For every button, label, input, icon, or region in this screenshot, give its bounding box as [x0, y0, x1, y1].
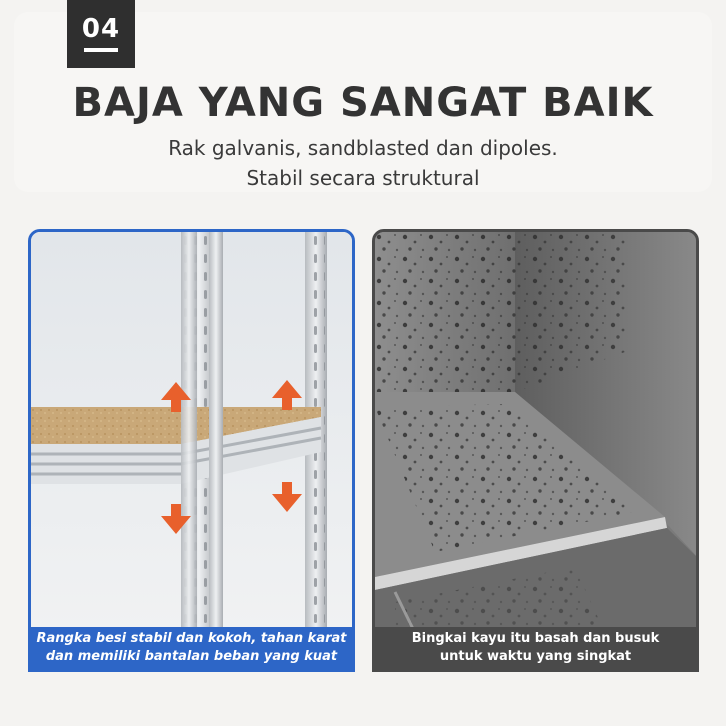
- steel-shelf-panel: [28, 229, 355, 672]
- caption-line-2: untuk waktu yang singkat: [439, 649, 632, 664]
- steel-shelf-illustration: [31, 232, 355, 672]
- subtitle-line-2: Stabil secara struktural: [246, 166, 480, 190]
- caption-line-1: Rangka besi stabil dan kokoh, tahan karat: [36, 631, 347, 646]
- page-subtitle: [0, 133, 726, 193]
- steel-shelf-caption: [31, 627, 352, 669]
- badge-underline: [84, 48, 118, 52]
- wood-cabinet-caption: [375, 627, 696, 669]
- step-number: 04: [81, 14, 121, 44]
- caption-line-2: dan memiliki bantalan beban yang kuat: [45, 649, 338, 664]
- page-title: BAJA YANG SANGAT BAIK: [72, 80, 654, 126]
- subtitle-line-1: Rak galvanis, sandblasted dan dipoles.: [168, 136, 558, 160]
- step-badge: [67, 0, 135, 68]
- caption-line-1: Bingkai kayu itu basah dan busuk: [411, 631, 660, 646]
- wood-cabinet-panel: [372, 229, 699, 672]
- moldy-wood-illustration: [375, 232, 699, 672]
